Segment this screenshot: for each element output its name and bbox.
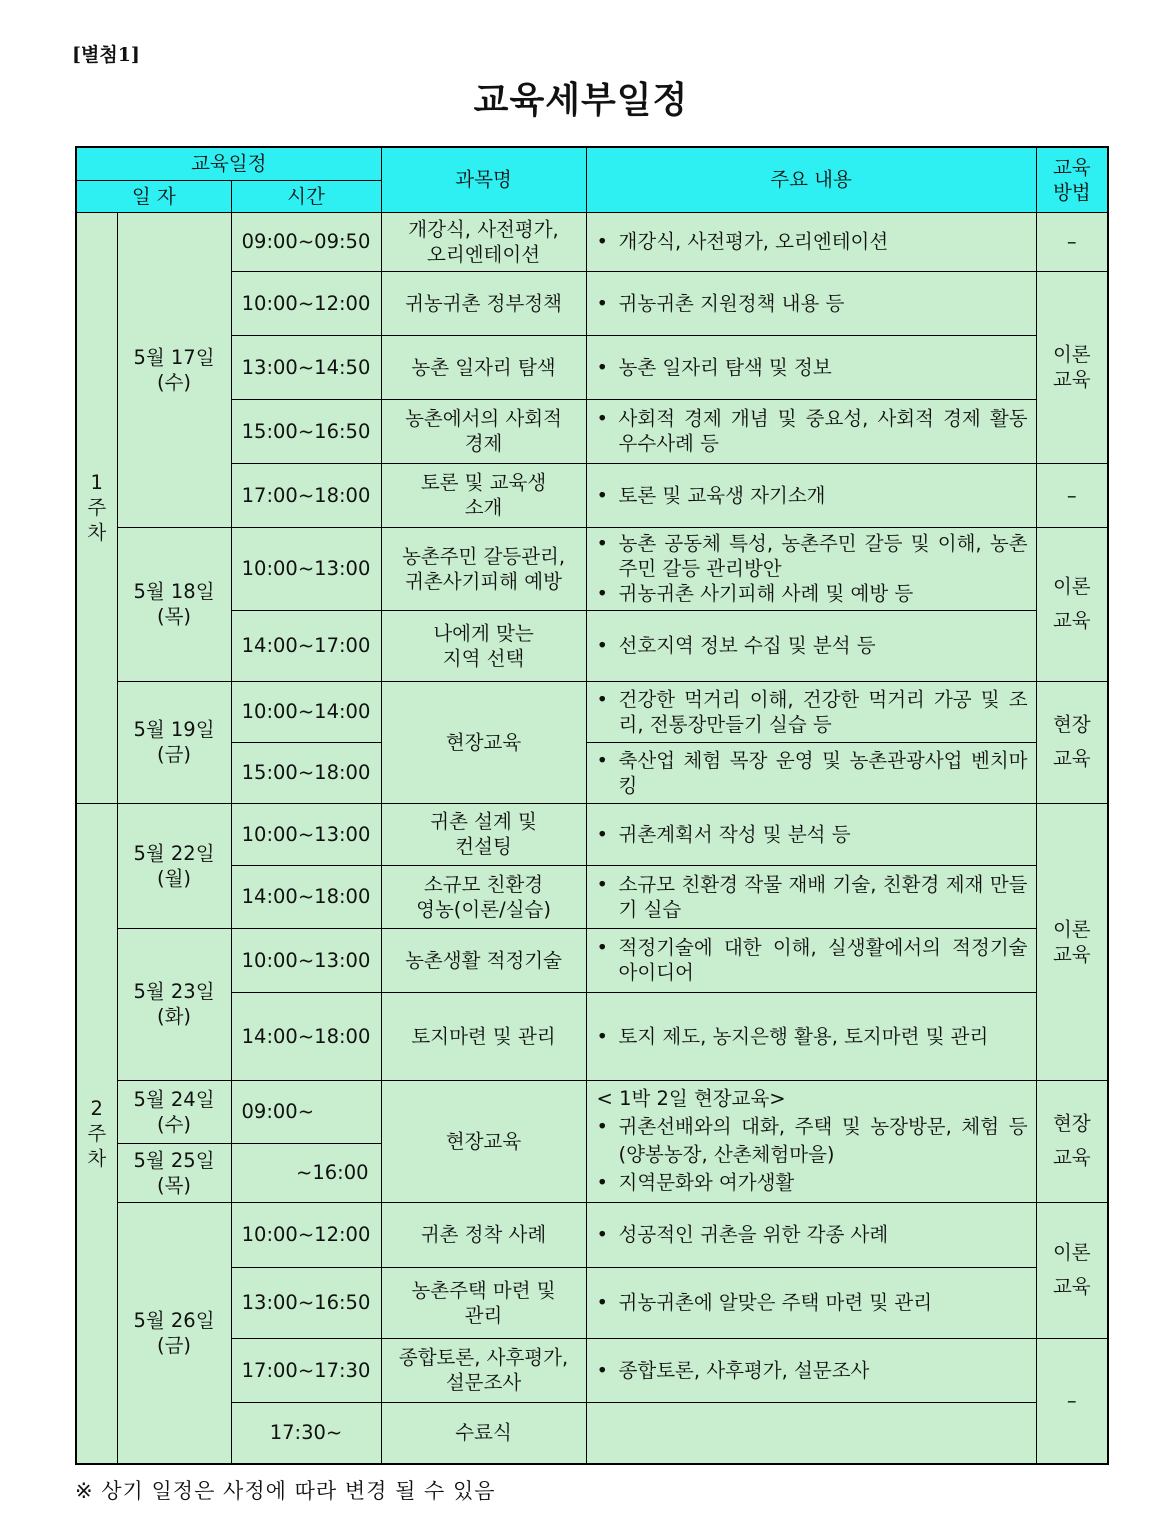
time-cell: 14:00~17:00 [231,610,381,681]
day-label: 5월 19일 (금) [117,681,231,803]
time-cell: 10:00~14:00 [231,681,381,742]
day-label: 5월 22일 (월) [117,803,231,928]
header-method: 교육 방법 [1036,147,1108,212]
method-cell: 이론 교육 [1036,527,1108,681]
time-cell: 10:00~12:00 [231,271,381,335]
content-header: < 1박 2일 현장교육> [596,1087,786,1110]
content-cell: • 귀촌계획서 작성 및 분석 등 [586,803,1036,865]
method-cell: 현장 교육 [1036,681,1108,803]
method-cell: – [1036,463,1108,527]
time-cell: 17:00~18:00 [231,463,381,527]
day-label: 5월 18일 (목) [117,527,231,681]
time-cell: 10:00~13:00 [231,527,381,610]
schedule-table [75,146,1109,1465]
subject-cell: 종합토론, 사후평가, 설문조사 [381,1338,586,1402]
subject-cell: 귀농귀촌 정부정책 [381,271,586,335]
subject-cell: 농촌주택 마련 및 관리 [381,1267,586,1338]
subject-cell: 소규모 친환경 영농(이론/실습) [381,865,586,928]
time-cell: 09:00~09:50 [231,212,381,271]
content-cell: • 귀농귀촌에 알맞은 주택 마련 및 관리 [586,1267,1036,1338]
content-cell: • 개강식, 사전평가, 오리엔테이션 [586,212,1036,271]
method-cell: – [1036,212,1108,271]
content-cell: • 귀농귀촌 지원정책 내용 등 [586,271,1036,335]
content-cell: • 토지 제도, 농지은행 활용, 토지마련 및 관리 [586,992,1036,1080]
day-label: 5월 24일 (수) [117,1080,231,1143]
day-label: 5월 26일 (금) [117,1202,231,1464]
header-content: 주요 내용 [586,147,1036,212]
day-label: 5월 25일 (목) [117,1143,231,1202]
week2-label: 2 주 차 [76,803,117,1464]
time-cell: 10:00~13:00 [231,928,381,992]
attachment-label: [별첨1] [72,44,140,66]
time-cell: 15:00~16:50 [231,399,381,463]
time-cell: 17:00~17:30 [231,1338,381,1402]
page-title: 교육세부일정 [473,80,689,121]
subject-cell: 농촌생활 적정기술 [381,928,586,992]
content-cell: • 성공적인 귀촌을 위한 각종 사례 [586,1202,1036,1267]
day-label: 5월 17일 (수) [117,212,231,527]
subject-cell: 농촌주민 갈등관리, 귀촌사기피해 예방 [381,527,586,610]
subject-cell: 토론 및 교육생 소개 [381,463,586,527]
content-cell: • 농촌 일자리 탐색 및 정보 [586,335,1036,399]
content-cell: • 농촌 공동체 특성, 농촌주민 갈등 및 이해, 농촌주민 갈등 관리방안 • 귀농귀촌 사기피해 사례 및 예방 등 [586,527,1036,610]
week1-label: 1 주 차 [76,212,117,803]
content-cell: • 선호지역 정보 수집 및 분석 등 [586,610,1036,681]
time-cell: 14:00~18:00 [231,992,381,1080]
method-cell: 이론 교육 [1036,803,1108,1080]
subject-cell: 나에게 맞는 지역 선택 [381,610,586,681]
time-cell: 09:00~ [231,1080,381,1143]
content-cell: • 사회적 경제 개념 및 중요성, 사회적 경제 활동 우수사례 등 [586,399,1036,463]
subject-cell: 수료식 [381,1402,586,1464]
time-cell: 13:00~14:50 [231,335,381,399]
header-time: 시간 [231,180,381,212]
content-cell [586,1402,1036,1464]
time-cell: 10:00~13:00 [231,803,381,865]
method-cell: 이론 교육 [1036,271,1108,463]
subject-cell: 귀촌 정착 사례 [381,1202,586,1267]
method-cell: 이론 교육 [1036,1202,1108,1338]
content-cell: • 종합토론, 사후평가, 설문조사 [586,1338,1036,1402]
content-cell: • 토론 및 교육생 자기소개 [586,463,1036,527]
time-cell: 10:00~12:00 [231,1202,381,1267]
header-subject: 과목명 [381,147,586,212]
method-cell: – [1036,1338,1108,1464]
content-cell: • 소규모 친환경 작물 재배 기술, 친환경 제재 만들기 실습 [586,865,1036,928]
method-cell: 현장 교육 [1036,1080,1108,1202]
time-cell: 14:00~18:00 [231,865,381,928]
subject-cell: 토지마련 및 관리 [381,992,586,1080]
subject-cell: 현장교육 [381,681,586,803]
time-cell: 15:00~18:00 [231,742,381,803]
content-cell: < 1박 2일 현장교육> • 귀촌선배와의 대화, 주택 및 농장방문, 체험 등(양봉농장, 산촌체험마을) • 지역문화와 여가생활 [586,1080,1036,1202]
time-cell: 17:30~ [231,1402,381,1464]
subject-cell: 농촌 일자리 탐색 [381,335,586,399]
subject-cell: 개강식, 사전평가, 오리엔테이션 [381,212,586,271]
footnote: ※ 상기 일정은 사정에 따라 변경 될 수 있음 [75,1479,496,1503]
content-cell: • 적정기술에 대한 이해, 실생활에서의 적정기술 아이디어 [586,928,1036,992]
header-schedule: 교육일정 [76,147,381,180]
header-date: 일 자 [76,180,231,212]
subject-cell: 농촌에서의 사회적 경제 [381,399,586,463]
content-cell: • 건강한 먹거리 이해, 건강한 먹거리 가공 및 조리, 전통장만들기 실습 등 [586,681,1036,742]
subject-cell: 현장교육 [381,1080,586,1202]
day-label: 5월 23일 (화) [117,928,231,1080]
time-cell: 13:00~16:50 [231,1267,381,1338]
time-cell: ~16:00 [231,1143,381,1202]
subject-cell: 귀촌 설계 및 컨설팅 [381,803,586,865]
content-cell: • 축산업 체험 목장 운영 및 농촌관광사업 벤치마킹 [586,742,1036,803]
